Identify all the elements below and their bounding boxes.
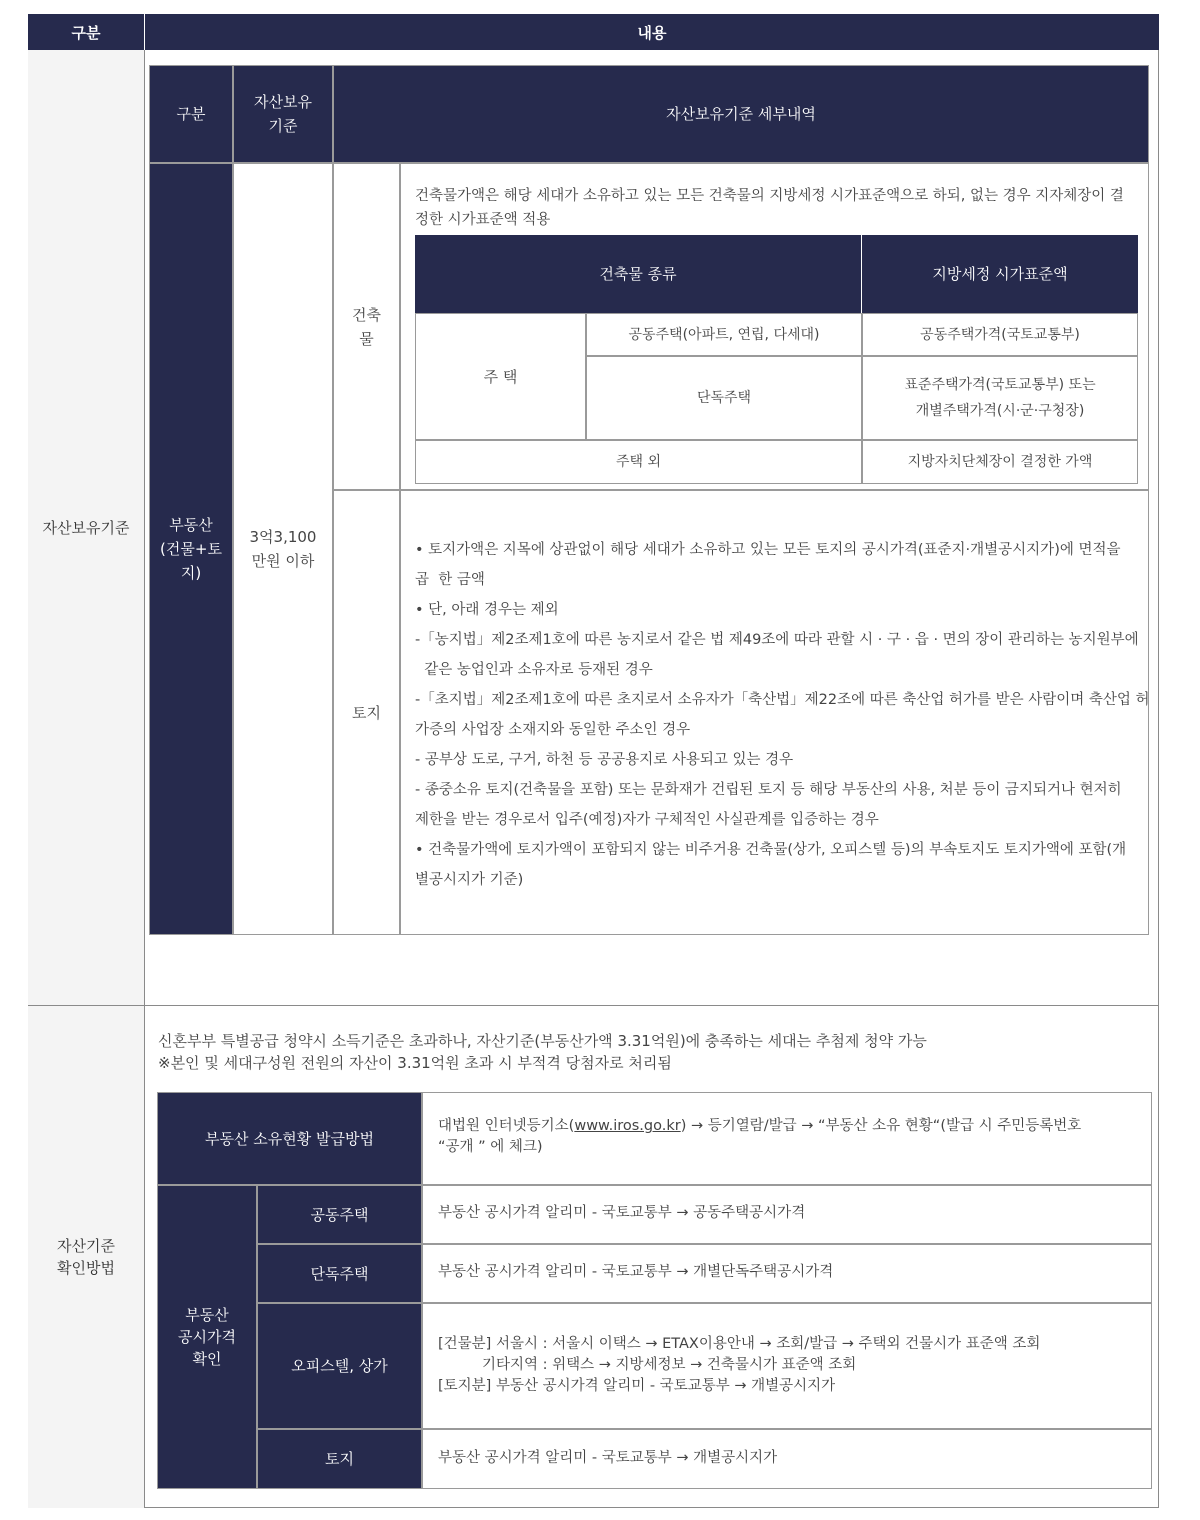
subtable-row-type: 공동주택(아파트, 연립, 다세대) [586, 313, 862, 356]
price-check-label: 부동산 공시가격 확인 [157, 1185, 257, 1489]
subtable-row-value: 표준주택가격(국토교통부) 또는 개별주택가격(시·군·구청장) [862, 356, 1138, 440]
subtable-housing: 주 택 [415, 313, 586, 440]
land-line: • 단, 아래 경우는 제외 [415, 602, 559, 618]
subtable-header-value: 지방세정 시가표준액 [862, 235, 1138, 313]
issue-method-text: 대법원 인터넷등기소(www.iros.go.kr) → 등기열람/발급 → “부동산 소유 현황“(발급 시 주민등록번호 [438, 1118, 1082, 1134]
subtable-row-type: 단독주택 [586, 356, 862, 440]
land-line: 제한을 받는 경우로서 입주(예정)자가 구체적인 사실관계를 입증하는 경우 [415, 812, 879, 828]
price-row-text: [토지분] 부동산 공시가격 알리미 - 국토교통부 → 개별공시지가 [438, 1378, 836, 1394]
land-line: -「농지법」제2조제1호에 따른 농지로서 같은 법 제49조에 따라 관할 시 · 구 · 읍 · 면의 장이 관리하는 농지원부에 [415, 632, 1139, 648]
inner-header-criteria: 자산보유 기준 [233, 65, 333, 163]
price-row-text: 기타지역 : 위택스 → 지방세정보 → 건축물시가 표준액 조회 [482, 1357, 857, 1373]
land-line: • 건축물가액에 토지가액이 포함되지 않는 비주거용 건축물(상가, 오피스텔 등)의 부속토지도 토지가액에 포함(개 [415, 842, 1127, 858]
land-line: -「초지법」제2조제1호에 따른 초지로서 소유자가「축산법」제22조에 따른 축산업 허가를 받은 사람이며 축산업 허 [415, 692, 1150, 708]
land-line: 곱 한 금액 [415, 572, 485, 588]
land-label: 토지 [333, 490, 400, 935]
land-line: • 토지가액은 지목에 상관없이 해당 세대가 소유하고 있는 모든 토지의 공시가격(표준지·개별공시지가)에 면적을 [415, 542, 1121, 558]
header-category: 구분 [28, 14, 145, 50]
price-row-text: [건물분] 서울시 : 서울시 이택스 → ETAX이용안내 → 조회/발급 → 주택외 건물시가 표준액 조회 [438, 1336, 1041, 1352]
section-asset-criteria-label: 자산보유기준 [28, 50, 145, 1005]
table-header [28, 14, 1159, 50]
issue-method-label: 부동산 소유현황 발급방법 [157, 1092, 422, 1185]
subtable-row-value: 공동주택가격(국토교통부) [862, 313, 1138, 356]
section-verify-method-label: 자산기준 확인방법 [28, 1006, 145, 1508]
inner-header-category: 구분 [149, 65, 233, 163]
criteria-value: 3억3,100 만원 이하 [233, 163, 333, 935]
iros-link[interactable]: www.iros.go.kr [574, 1118, 681, 1134]
section-divider [28, 1005, 1159, 1006]
price-row-label: 단독주택 [257, 1244, 422, 1303]
subtable-other-type: 주택 외 [415, 440, 862, 484]
building-description: 건축물가액은 해당 세대가 소유하고 있는 모든 건축물의 지방세정 시가표준액으로 하되, 없는 경우 지자체장이 결정한 시가표준액 적용 [415, 188, 1124, 228]
building-label: 건축 물 [333, 163, 400, 490]
price-row-label: 공동주택 [257, 1185, 422, 1244]
note-lottery-eligibility: 신혼부부 특별공급 청약시 소득기준은 초과하나, 자산기준(부동산가액 3.31억원)에 충족하는 세대는 추첨제 청약 가능 [158, 1032, 927, 1050]
land-line: - 종중소유 토지(건축물을 포함) 또는 문화재가 건립된 토지 등 해당 부동산의 사용, 처분 등이 금지되거나 현저히 [415, 782, 1122, 798]
category-real-estate: 부동산 (건물+토 지) [149, 163, 233, 935]
header-content: 내용 [637, 23, 667, 42]
price-row-text: 부동산 공시가격 알리미 - 국토교통부 → 공동주택공시가격 [438, 1205, 806, 1221]
land-description [415, 535, 1150, 895]
issue-method-text-line2: “공개 ” 에 체크) [438, 1139, 543, 1155]
price-row-text: 부동산 공시가격 알리미 - 국토교통부 → 개별단독주택공시가격 [438, 1264, 834, 1280]
subtable-other-value: 지방자치단체장이 결정한 가액 [862, 440, 1138, 484]
price-row-text: 부동산 공시가격 알리미 - 국토교통부 → 개별공시지가 [438, 1450, 778, 1466]
land-line: 별공시지가 기준) [415, 872, 524, 888]
land-line: 가증의 사업장 소재지와 동일한 주소인 경우 [415, 722, 691, 738]
note-disqualification: ※본인 및 세대구성원 전원의 자산이 3.31억원 초과 시 부적격 당첨자로 처리됨 [158, 1054, 672, 1072]
land-line: - 공부상 도로, 구거, 하천 등 공공용지로 사용되고 있는 경우 [415, 752, 794, 768]
land-line: 같은 농업인과 소유자로 등재된 경우 [415, 662, 653, 678]
subtable-header-type: 건축물 종류 [415, 235, 862, 313]
price-row-label: 토지 [257, 1429, 422, 1489]
inner-header-details: 자산보유기준 세부내역 [333, 65, 1149, 163]
price-row-label: 오피스텔, 상가 [257, 1303, 422, 1429]
